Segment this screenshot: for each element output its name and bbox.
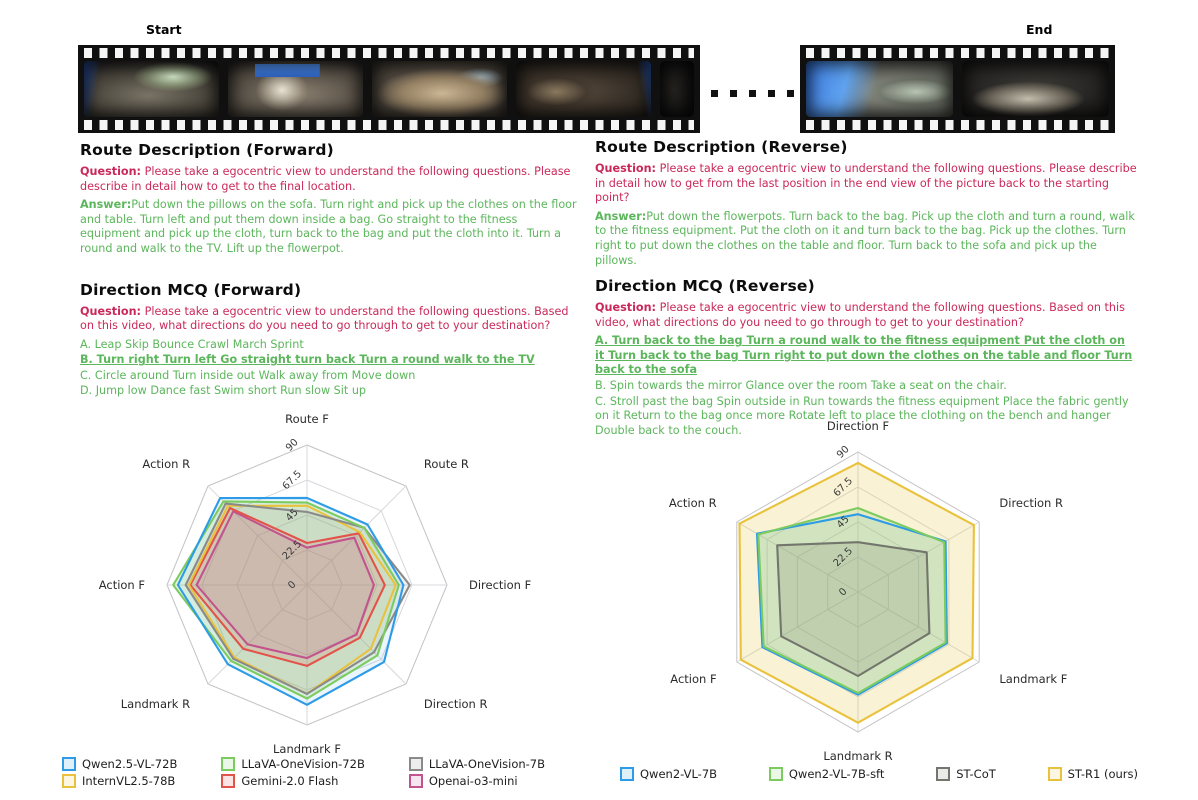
answer-text bbox=[80, 198, 577, 256]
axis-label: Direction F bbox=[826, 419, 890, 433]
answer-body: Put down the flowerpots. Turn back to the bag. Pick up the cloth and turn a round, walk to the fitness equipment. Put the cloth on it and turn back to the bag. Pick up the clothes. Turn right to put down the clothes on the table and floor. Turn back to the sofa and pick up the pillows. bbox=[595, 209, 1135, 267]
question-label: Question: bbox=[595, 301, 657, 315]
axis-label: Landmark F bbox=[273, 742, 341, 756]
route-description-reverse-section bbox=[595, 137, 1137, 268]
sprocket-holes-top bbox=[84, 48, 694, 58]
tv-screen-video-frame bbox=[806, 61, 953, 117]
dot-icon bbox=[787, 90, 794, 97]
question-body: Please take a egocentric view to understand the following questions. Based on this video, what directions do you need to go through to get to your destination? bbox=[80, 304, 569, 333]
axis-label: Direction R bbox=[999, 496, 1064, 510]
legend-item bbox=[409, 757, 545, 771]
mcq-option: B. Spin towards the mirror Glance over the room Take a seat on the chair. bbox=[595, 379, 1007, 393]
question-body: Please take a egocentric view to understand the following questions. Based on this video, what directions do you need to go through to get to your destination? bbox=[595, 301, 1125, 329]
legend-label: Qwen2-VL-7B bbox=[640, 767, 718, 781]
legend-item bbox=[62, 774, 177, 788]
tick-label: 45 bbox=[834, 513, 852, 531]
dot-icon bbox=[730, 90, 737, 97]
axis-label: Direction R bbox=[423, 696, 488, 711]
axis-label: Action F bbox=[98, 578, 145, 592]
legend-swatch bbox=[409, 774, 423, 788]
legend-label: ST-CoT bbox=[956, 767, 996, 781]
forward-column bbox=[80, 140, 577, 407]
tick-label: 90 bbox=[283, 436, 301, 454]
radar-chart-baselines bbox=[55, 405, 560, 757]
legend-label: Qwen2.5-VL-72B bbox=[82, 757, 178, 771]
legend-label: Qwen2-VL-7B-sft bbox=[788, 767, 885, 781]
direction-mcq-reverse-section bbox=[595, 276, 1137, 438]
sprocket-holes-bottom bbox=[84, 120, 694, 130]
start-label: Start bbox=[146, 22, 182, 37]
room-floor-video-frame bbox=[372, 61, 507, 117]
dot-icon bbox=[711, 90, 718, 97]
section-title: Route Description (Reverse) bbox=[595, 138, 848, 156]
mcq-option-correct: B. Turn right Turn left Go straight turn back Turn a round walk to the TV bbox=[80, 353, 535, 367]
axis-label: Action R bbox=[668, 496, 717, 510]
sprocket-holes-bottom bbox=[806, 120, 1109, 130]
axis-label: Direction F bbox=[469, 578, 532, 592]
legend-label: ST-R1 (ours) bbox=[1067, 767, 1138, 781]
legend-swatch bbox=[221, 774, 235, 788]
tick-label: 0 bbox=[837, 586, 850, 599]
legend-swatch bbox=[936, 767, 950, 781]
axis-label: Landmark R bbox=[823, 749, 893, 763]
dark-stub-video-frame bbox=[660, 61, 694, 117]
legend-label: Gemini-2.0 Flash bbox=[241, 774, 339, 788]
dark-bed-video-frame bbox=[962, 61, 1109, 117]
room-sofa-video-frame bbox=[84, 61, 219, 117]
mcq-option: C. Circle around Turn inside out Walk away from Move down bbox=[80, 368, 416, 382]
reverse-column bbox=[595, 137, 1137, 446]
direction-mcq-forward-section bbox=[80, 280, 577, 400]
question-label: Question: bbox=[80, 304, 142, 318]
axis-label: Landmark F bbox=[999, 672, 1068, 686]
legend-swatch bbox=[221, 757, 235, 771]
mcq-options bbox=[80, 338, 577, 399]
axis-label: Route F bbox=[285, 412, 329, 426]
legend-swatch bbox=[409, 757, 423, 771]
answer-label: Answer: bbox=[595, 209, 647, 223]
section-title: Direction MCQ (Reverse) bbox=[595, 277, 815, 296]
legend-item bbox=[62, 757, 177, 771]
person-tv-video-frame bbox=[228, 61, 363, 117]
mcq-option-correct: A. Turn back to the bag Turn a round walk to the fitness equipment Put the cloth on it Turn back to the bag Turn right to put down the clothes on the table and floor Turn back to the sofa bbox=[595, 334, 1133, 377]
legend-label: LLaVA-OneVision-7B bbox=[428, 757, 546, 771]
tick-label: 90 bbox=[834, 443, 852, 461]
legend-swatch bbox=[1048, 767, 1062, 781]
mcq-option: A. Leap Skip Bounce Crawl March Sprint bbox=[80, 337, 304, 351]
tick-label: 67.5 bbox=[831, 475, 856, 500]
legend-st-r1 bbox=[620, 767, 1138, 781]
axis-label: Route R bbox=[423, 457, 469, 472]
legend-item bbox=[1048, 767, 1138, 781]
route-description-forward-section bbox=[80, 140, 577, 257]
legend-item bbox=[620, 767, 717, 781]
answer-body: Put down the pillows on the sofa. Turn right and pick up the clothes on the floor and table. Turn left and put them down inside a bag. Go straight to the fitness equipment and pick up the cloth, turn back to the bag and put the cloth into it. Turn a round and walk to the TV. Lift up the flowerpot. bbox=[80, 198, 577, 255]
sprocket-holes-top bbox=[806, 48, 1109, 58]
section-title: Route Description (Forward) bbox=[80, 141, 334, 159]
question-body: Please take a egocentric view to understand the following questions. Please describe in detail how to get from the last position in the end view of the picture back to the starting point? bbox=[595, 162, 1137, 205]
legend-swatch bbox=[620, 767, 634, 781]
question-body: Please take a egocentric view to understand the following questions. Please describe in detail how to get to the final location. bbox=[80, 165, 571, 193]
radar-chart-st-r1 bbox=[655, 418, 1155, 766]
dot-icon bbox=[749, 90, 756, 97]
answer-label: Answer: bbox=[80, 198, 132, 212]
axis-label: Action R bbox=[142, 457, 191, 472]
question-text bbox=[80, 305, 577, 334]
legend-label: LLaVA-OneVision-72B bbox=[241, 757, 365, 771]
question-text bbox=[80, 165, 577, 194]
tick-label: 67.5 bbox=[280, 468, 305, 493]
tick-label: 22.5 bbox=[280, 538, 305, 563]
legend-item bbox=[769, 767, 885, 781]
legend-item bbox=[221, 757, 365, 771]
question-label: Question: bbox=[595, 162, 657, 176]
legend-swatch bbox=[62, 757, 76, 771]
question-label: Question: bbox=[80, 165, 142, 179]
axis-label: Action F bbox=[670, 672, 717, 686]
legend-item bbox=[936, 767, 996, 781]
legend-swatch bbox=[769, 767, 783, 781]
tick-label: 0 bbox=[286, 579, 299, 592]
mcq-option: C. Stroll past the bag Spin outside in Run towards the fitness equipment Place the fabric gently on it Return to the bag once more Rotate left to place the clothing on the bench and hanger Double back to the couch. bbox=[595, 394, 1129, 437]
tick-label: 45 bbox=[283, 506, 301, 524]
legend-label: Openai-o3-mini bbox=[428, 774, 518, 788]
question-text bbox=[595, 162, 1137, 206]
legend-item bbox=[221, 774, 365, 788]
dim-room-video-frame bbox=[516, 61, 651, 117]
filmstrip-right-frames bbox=[804, 60, 1111, 118]
end-label: End bbox=[1026, 22, 1053, 37]
axis-label: Landmark R bbox=[120, 696, 191, 711]
question-text bbox=[595, 301, 1137, 330]
ellipsis-dots bbox=[711, 90, 794, 97]
legend-baselines bbox=[62, 757, 545, 788]
tick-label: 22.5 bbox=[831, 545, 856, 570]
legend-swatch bbox=[62, 774, 76, 788]
section-title: Direction MCQ (Forward) bbox=[80, 280, 302, 299]
mcq-option: D. Jump low Dance fast Swim short Run slow Sit up bbox=[80, 384, 367, 398]
filmstrip-left bbox=[78, 45, 700, 133]
filmstrip-right bbox=[800, 45, 1115, 133]
legend-label: InternVL2.5-78B bbox=[82, 774, 176, 788]
answer-text bbox=[595, 210, 1137, 268]
legend-item bbox=[409, 774, 545, 788]
dot-icon bbox=[768, 90, 775, 97]
filmstrip-left-frames bbox=[82, 60, 696, 118]
